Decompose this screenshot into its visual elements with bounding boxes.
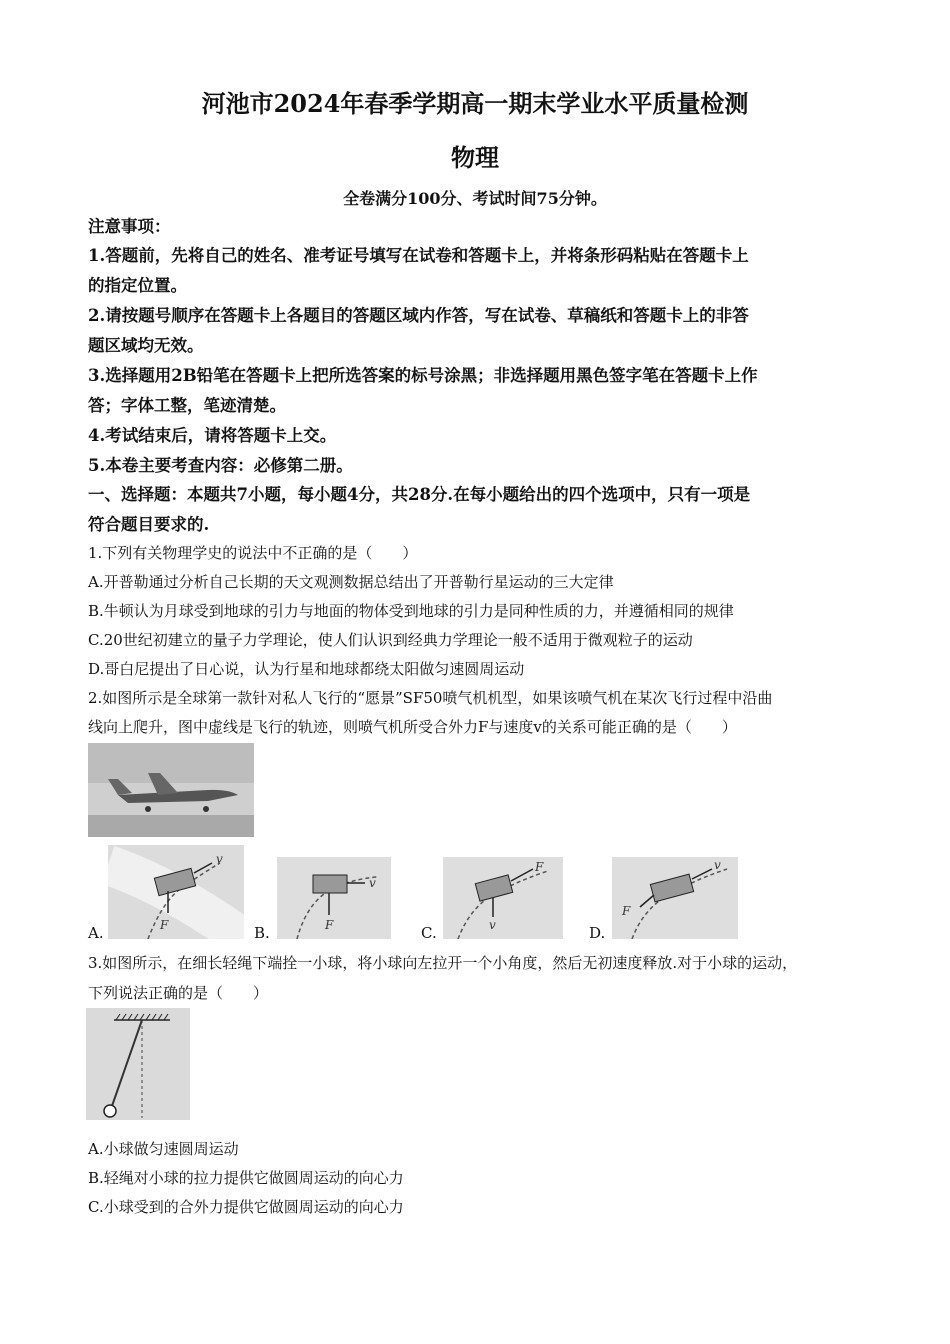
velocity-label: v — [216, 852, 223, 866]
q2-figure-c — [443, 857, 563, 939]
q2-figure-d — [612, 857, 738, 939]
jet-box — [475, 875, 513, 901]
velocity-label: v — [489, 918, 496, 932]
q3-option-a: A.小球做匀速圆周运动 — [88, 1140, 239, 1158]
q3-stem: 3.如图所示，在细长轻绳下端拴一小球，将小球向左拉开一个小角度，然后无初速度释放.对于小球的运动， — [88, 954, 798, 972]
note-line: 的指定位置。 — [88, 276, 187, 295]
q2-option-d-label: D. — [589, 924, 606, 942]
note-line: 1.答题前，先将自己的姓名、准考证号填写在试卷和答题卡上，并将条形码粘贴在答题卡上 — [88, 246, 749, 265]
ceiling-hatch — [116, 1014, 168, 1020]
pendulum-figure — [86, 1008, 190, 1120]
force-arrow — [640, 895, 654, 907]
jet-box — [313, 875, 347, 893]
q1-option-a: A.开普勒通过分析自己长期的天文观测数据总结出了开普勒行星运动的三大定律 — [88, 573, 614, 591]
jet-photo — [88, 743, 254, 837]
velocity-arrow — [692, 869, 712, 879]
q2-option-c-label: C. — [421, 924, 437, 942]
force-arrow — [511, 869, 533, 881]
q2-option-a-label: A. — [88, 924, 104, 942]
q2-figure-b — [277, 857, 391, 939]
note-line: 3.选择题用2B铅笔在答题卡上把所选答案的标号涂黑；非选择题用黑色签字笔在答题卡上作 — [88, 366, 758, 385]
exam-info: 全卷满分100分、考试时间75分钟。 — [343, 189, 607, 208]
q3-stem-cont: 下列说法正确的是（ ） — [88, 984, 269, 1002]
q1-stem: 1.下列有关物理学史的说法中不正确的是（ ） — [88, 544, 418, 562]
velocity-label: v — [369, 876, 376, 890]
q1-option-c: C.20世纪初建立的量子力学理论，使人们认识到经典力学理论一般不适用于微观粒子的运动 — [88, 631, 693, 649]
q2-stem-cont: 线向上爬升，图中虚线是飞行的轨迹，则喷气机所受合外力F与速度v的关系可能正确的是（ ） — [88, 718, 737, 736]
jet-icon — [88, 743, 254, 837]
force-label: F — [160, 918, 169, 932]
note-line: 答；字体工整，笔迹清楚。 — [88, 396, 286, 415]
note-line: 4.考试结束后，请将答题卡上交。 — [88, 426, 337, 445]
pendulum-string — [112, 1020, 142, 1106]
section-heading-cont: 符合题目要求的. — [88, 515, 210, 534]
q1-option-d: D.哥白尼提出了日心说，认为行星和地球都绕太阳做匀速圆周运动 — [88, 660, 525, 678]
notes-heading: 注意事项： — [88, 217, 171, 236]
q2-stem: 2.如图所示是全球第一款针对私人飞行的“愿景”SF50喷气机机型，如果该喷气机在某次飞行过程中沿曲 — [88, 689, 773, 707]
note-line: 2.请按题号顺序在答题卡上各题目的答题区域内作答，写在试卷、草稿纸和答题卡上的非答 — [88, 306, 749, 325]
note-line: 5.本卷主要考查内容：必修第二册。 — [88, 456, 353, 475]
force-label: F — [622, 904, 631, 918]
subject-title: 物理 — [451, 143, 499, 172]
note-line: 题区域均无效。 — [88, 336, 204, 355]
velocity-label: v — [714, 858, 721, 872]
velocity-arrow — [194, 863, 212, 873]
section-heading: 一、选择题：本题共7小题，每小题4分，共28分.在每小题给出的四个选项中，只有一项是 — [88, 485, 751, 504]
exam-title: 河池市2024年春季学期高一期末学业水平质量检测 — [201, 89, 749, 118]
jet-box — [650, 874, 693, 902]
q1-option-b: B.牛顿认为月球受到地球的引力与地面的物体受到地球的引力是同种性质的力，并遵循相同的规律 — [88, 602, 734, 620]
q2-option-b-label: B. — [254, 924, 270, 942]
force-label: F — [325, 918, 334, 932]
q3-option-b: B.轻绳对小球的拉力提供它做圆周运动的向心力 — [88, 1169, 404, 1187]
ball — [104, 1105, 116, 1117]
q3-option-c: C.小球受到的合外力提供它做圆周运动的向心力 — [88, 1198, 404, 1216]
force-label: F — [535, 860, 544, 874]
q2-figure-a — [108, 845, 244, 939]
